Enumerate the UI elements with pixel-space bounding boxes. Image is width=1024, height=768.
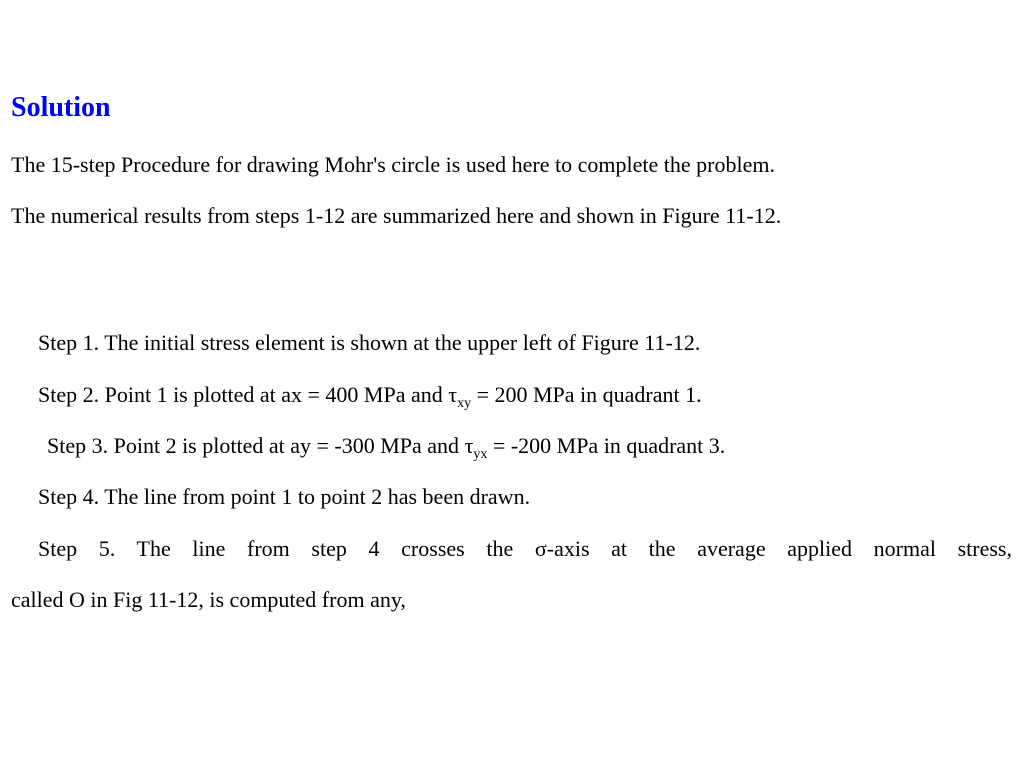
step-5-line-1: Step 5. The line from step 4 crosses the σ-axis at the average applied normal stress,: [38, 536, 1012, 561]
step-3: [47, 432, 725, 460]
step-5-line-2: called O in Fig 11-12, is computed from any,: [11, 587, 406, 612]
step-2: [38, 381, 702, 409]
tau-symbol: τ: [464, 433, 474, 458]
step-3-text-after: = -200 MPa in quadrant 3.: [487, 433, 726, 458]
step-4: Step 4. The line from point 1 to point 2 has been drawn.: [38, 484, 531, 509]
step-1: Step 1. The initial stress element is shown at the upper left of Figure 11-12.: [38, 330, 701, 355]
intro-line-1: The 15-step Procedure for drawing Mohr's circle is used here to complete the problem.: [11, 152, 775, 177]
solution-heading: Solution: [11, 92, 111, 123]
step-3-text-before: Step 3. Point 2 is plotted at ay = -300 MPa and: [47, 433, 465, 458]
tau-subscript-xy: xy: [457, 396, 472, 411]
tau-symbol: τ: [448, 382, 458, 407]
intro-line-2: The numerical results from steps 1-12 are summarized here and shown in Figure 11-12.: [11, 203, 782, 228]
tau-subscript-yx: yx: [473, 447, 488, 462]
step-2-text-after: = 200 MPa in quadrant 1.: [471, 382, 702, 407]
step-2-text-before: Step 2. Point 1 is plotted at ax = 400 MPa and: [38, 382, 449, 407]
